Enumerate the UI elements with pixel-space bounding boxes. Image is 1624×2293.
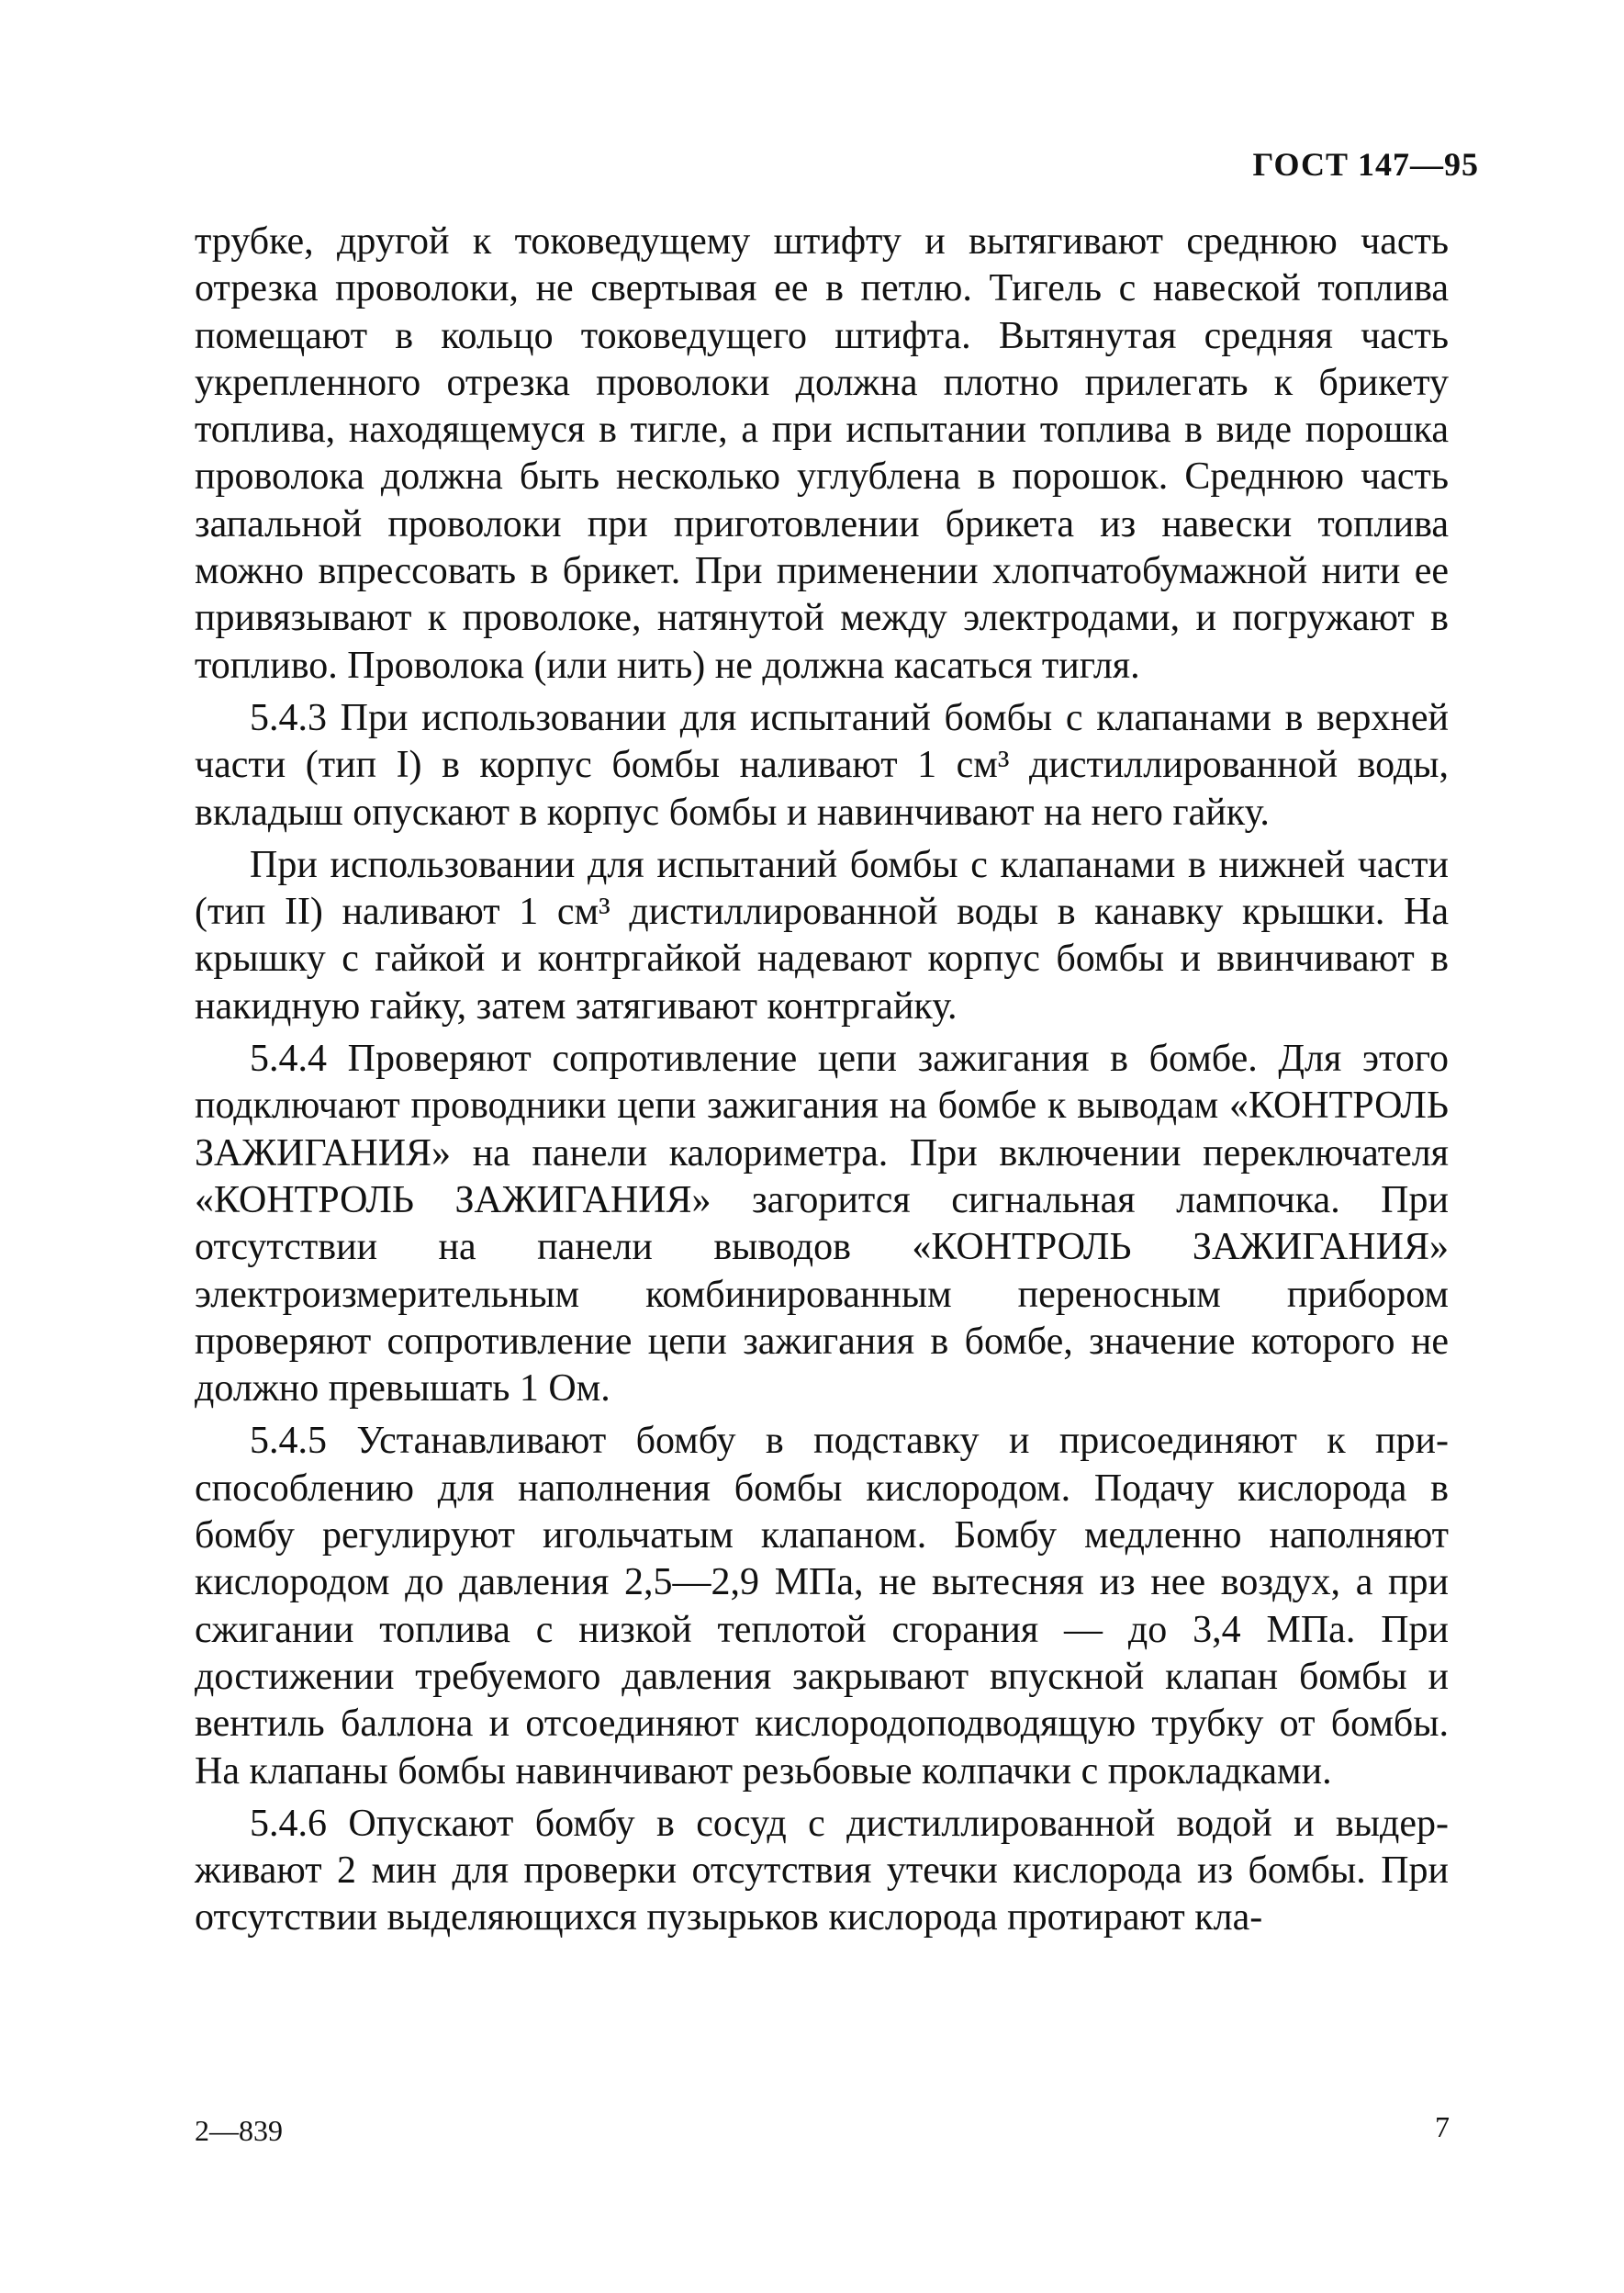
page-number: 7: [1435, 2110, 1450, 2143]
paragraph-5-4-3-type-ii: При использовании для испытаний бомбы с клапанами в нижней части (тип II) наливают 1 см³ дистиллированной воды в канавку крышки. На крышку с гайкой и контргайкой надевают корпус бомбы и ввинчивают в накидную гайку, затем затягивают контргайку.: [195, 843, 1449, 1028]
document-body: [195, 219, 1449, 1948]
paragraph-5-4-6: 5.4.6 Опускают бомбу в сосуд с дистиллированной водой и выдерживают 2 мин для проверки отсутствия утечки кислорода из бомбы. При отсутствии выделяющихся пузырьков кислорода протирают кла-: [195, 1802, 1449, 1939]
paragraph-continuation: трубке, другой к токоведущему штифту и вытягивают среднюю часть отрезка проволоки, не свертывая ее в петлю. Тигель с навеской топлива помещают в кольцо токоведущего штифта. Вытянутая средняя часть укрепленного отрезка проволоки должна плотно прилегать к брикету топлива, находящемуся в тигле, а при испытании топлива в виде порошка проволока должна быть несколько углублена в порошок. Среднюю часть запальной проволоки при приготовлении брикета из навески топлива можно впрессовать в брикет. При применении хлопчатобумажной нити ее привязывают к проволоке, натянутой между электродами, и погружают в топливо. Проволока (или нить) не должна касаться тигля.: [195, 220, 1449, 687]
paragraph-5-4-3: 5.4.3 При использовании для испытаний бомбы с клапанами в верхней части (тип I) в корпус бомбы наливают 1 см³ дистиллированной воды, вкладыш опускают в корпус бомбы и навинчивают на него гайку.: [195, 696, 1449, 834]
document-standard-header: ГОСТ 147—95: [1252, 146, 1479, 183]
paragraph-5-4-4: 5.4.4 Проверяют сопротивление цепи зажигания в бомбе. Для этого подключают проводники цепи зажигания на бомбе к выводам «КОНТРОЛЬ ЗАЖИГАНИЯ» на панели калориметра. При включении переключателя «КОНТРОЛЬ ЗАЖИГАНИЯ» загорится сигнальная лампочка. При отсутствии на панели выводов «КОНТРОЛЬ ЗАЖИГАНИЯ» электроизмерительным комбинированным переносным прибором проверяют сопротивление цепи зажигания в бомбе, значение которого не должно превышать 1 Ом.: [195, 1038, 1449, 1411]
footer-print-code: 2—839: [195, 2114, 283, 2147]
paragraph-5-4-5: 5.4.5 Устанавливают бомбу в подставку и присоединяют к приспособлению для наполнения бомбы кислородом. Подачу кислорода в бомбу регулируют игольчатым клапаном. Бомбу медленно наполняют кислородом до давления 2,5—2,9 МПа, не вытесняя из нее воздух, а при сжигании топлива с низкой теплотой сгорания — до 3,4 МПа. При достижении требуемого давления закрывают впускной клапан бомбы и вентиль баллона и отсоединяют кислородоподводящую трубку от бомбы. На клапаны бомбы навинчивают резьбовые колпачки с прокладками.: [195, 1420, 1449, 1793]
